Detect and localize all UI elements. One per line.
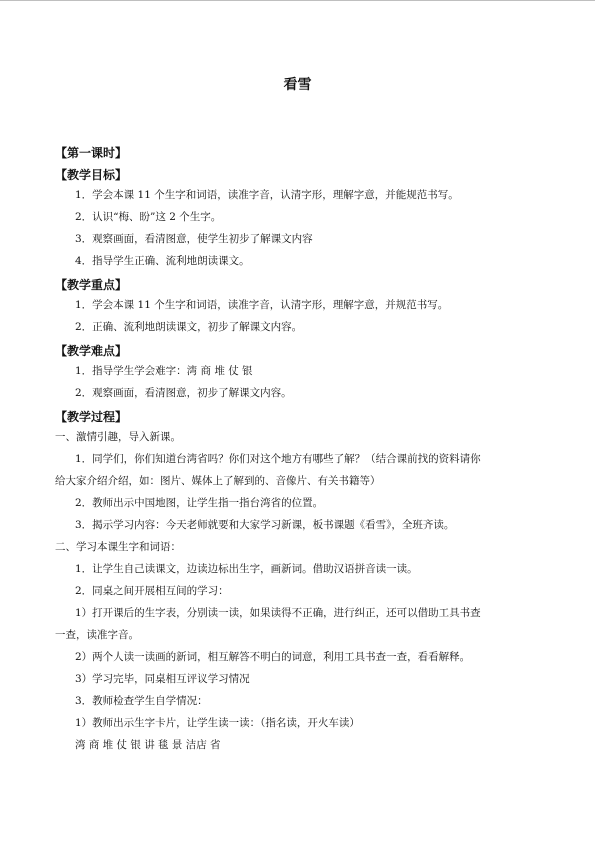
focus-item-1: 1．学会本课 11 个生字和词语，读准字音，认清字形，理解字意，并规范书写。 — [75, 299, 449, 311]
document-title: 看雪 — [283, 77, 312, 93]
difficulty-heading: 【教学难点】 — [55, 344, 128, 358]
process-line: 2．教师出示中国地图，让学生指一指台湾省的位置。 — [75, 497, 324, 509]
difficulty-item-2: 2．观察画面，看清图意，初步了解课文内容。 — [75, 387, 292, 399]
process-line: 3．揭示学习内容：今天老师就要和大家学习新课，板书课题《看雪》，全班齐读。 — [75, 519, 455, 531]
process-line: 3．教师检查学生自学情况： — [75, 695, 208, 707]
process-line: 2）两个人读一读画的新词，相互解答不明白的词意，利用工具书查一查，看看解释。 — [75, 651, 471, 663]
focus-heading: 【教学重点】 — [55, 278, 128, 292]
goal-item-3: 3．观察画面，看清图意，使学生初步了解课文内容 — [75, 233, 313, 245]
process-line: 一查，读准字音。 — [55, 629, 139, 641]
process-line: 给大家介绍介绍，如：图片、媒体上了解到的、音像片、有关书籍等） — [55, 475, 381, 487]
process-line: 湾 商 堆 仗 银 讲 毯 景 洁店 省 — [75, 739, 221, 751]
process-line: 二、学习本课生字和词语： — [55, 541, 181, 553]
focus-item-2: 2．正确、流利地朗读课文，初步了解课文内容。 — [75, 321, 303, 333]
process-line: 一、激情引趣，导入新课。 — [55, 431, 181, 443]
goal-item-2: 2．认识“梅、盼”这 2 个生字。 — [75, 211, 222, 223]
lesson-heading: 【第一课时】 — [55, 146, 128, 160]
process-line: 1．让学生自己读课文，边读边标出生字，画新词。借助汉语拼音读一读。 — [75, 563, 418, 575]
goal-item-4: 4．指导学生正确、流利地朗读课文。 — [75, 255, 250, 267]
process-line: 3）学习完毕，同桌相互评议学习情况 — [75, 673, 250, 685]
process-line: 1）打开课后的生字表，分别读一读，如果读得不正确，进行纠正，还可以借助工具书查 — [75, 607, 481, 619]
process-line: 2．同桌之间开展相互间的学习： — [75, 585, 229, 597]
difficulty-item-1: 1．指导学生学会难字：湾 商 堆 仗 银 — [75, 365, 253, 377]
goal-item-1: 1．学会本课 11 个生字和词语，读准字音，认清字形，理解字意，并能规范书写。 — [75, 189, 459, 201]
process-line: 1．同学们，你们知道台湾省吗？你们对这个地方有哪些了解？（结合课前找的资料请你 — [75, 453, 481, 465]
process-line: 1）教师出示生字卡片，让学生读一读：（指名读，开火车读） — [75, 717, 360, 729]
goals-heading: 【教学目标】 — [55, 168, 128, 182]
process-heading: 【教学过程】 — [55, 410, 128, 424]
